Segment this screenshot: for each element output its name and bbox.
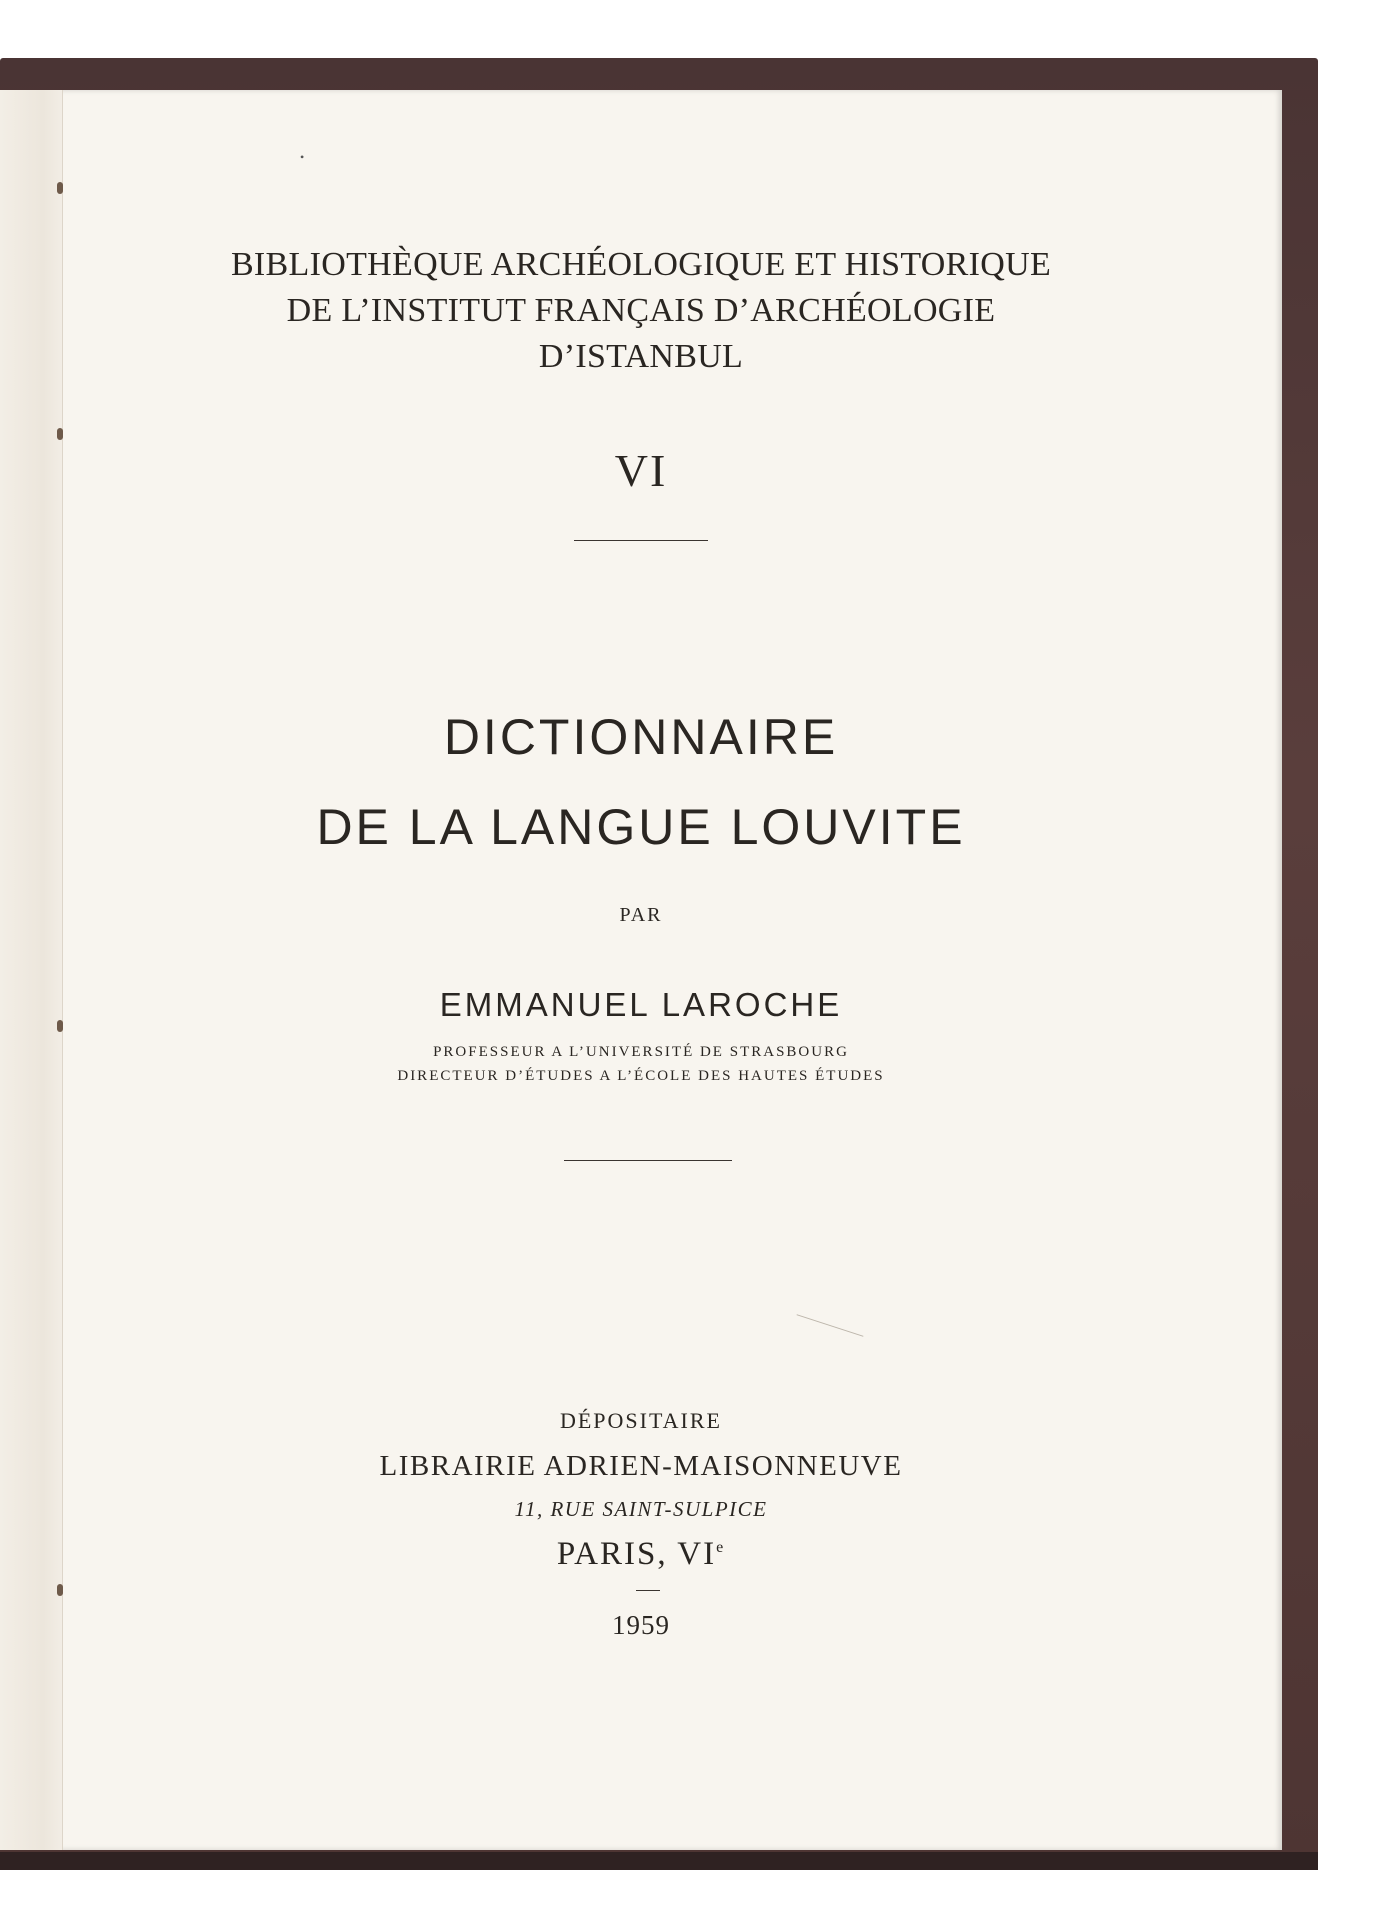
volume-number: VI [614, 445, 668, 496]
book-title [0, 692, 1282, 872]
author-affiliations [0, 1040, 1282, 1088]
series-line-3: D’ISTANBUL [538, 338, 744, 375]
binding-stitch [57, 1584, 63, 1596]
author-name: EMMANUEL LAROCHE [439, 986, 843, 1023]
publisher-city [0, 1536, 1282, 1573]
publisher-name: LIBRAIRIE ADRIEN-MAISONNEUVE [379, 1450, 903, 1482]
binding-stitch [57, 428, 63, 440]
affiliation-2: DIRECTEUR D’ÉTUDES A L’ÉCOLE DES HAUTES ÉTUDES [397, 1068, 885, 1084]
series-heading [0, 242, 1282, 380]
divider-rule [574, 540, 708, 541]
publisher-address: 11, RUE SAINT-SULPICE [514, 1497, 768, 1521]
byline: PAR [619, 904, 663, 926]
affiliation-1: PROFESSEUR A L’UNIVERSITÉ DE STRASBOURG [433, 1044, 849, 1060]
series-line-1: BIBLIOTHÈQUE ARCHÉOLOGIQUE ET HISTORIQUE [230, 246, 1052, 283]
series-line-2: DE L’INSTITUT FRANÇAIS D’ARCHÉOLOGIE [286, 292, 996, 329]
publication-year: 1959 [612, 1610, 670, 1640]
city-text: PARIS, VI [556, 1536, 717, 1572]
divider-rule [564, 1160, 732, 1161]
paper-speck: • [300, 150, 305, 164]
binding-bottom-edge [0, 1852, 1318, 1870]
title-line-1: DICTIONNAIRE [443, 709, 839, 765]
binding-stitch [57, 182, 63, 194]
depositaire-label: DÉPOSITAIRE [559, 1408, 722, 1433]
city-superscript: e [716, 1539, 726, 1556]
divider-rule [636, 1590, 660, 1591]
title-line-2: DE LA LANGUE LOUVITE [316, 799, 966, 855]
